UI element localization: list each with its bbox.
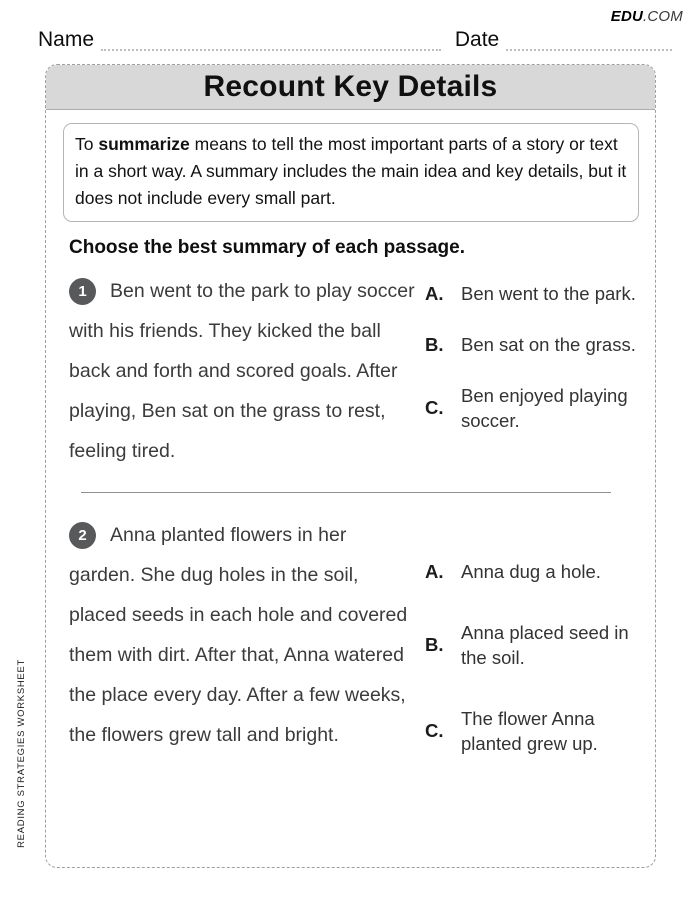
option-letter: A. [425, 282, 444, 304]
question-2-option-c[interactable] [425, 706, 639, 756]
question-1-option-b[interactable] [425, 332, 639, 357]
passage-1 [63, 271, 415, 471]
option-letter: A. [425, 560, 444, 582]
question-2 [63, 515, 639, 756]
definition-rest: means to tell the most important parts of a story or text in a short way. A summary includes the main idea and key details, but it does not include every small part. [75, 134, 627, 208]
passage-1-text: Ben went to the park to play soccer with his friends. They kicked the ball back and forth and scored goals. After playing, Ben sat on the grass to rest, feeling tired. [69, 280, 415, 462]
question-1-option-a[interactable] [425, 281, 639, 306]
question-divider [81, 492, 611, 493]
brand-logo-rest: .COM [643, 8, 683, 25]
brand-logo-bold: EDU [610, 8, 644, 25]
name-date-row [38, 29, 672, 51]
definition-box [63, 123, 639, 222]
question-2-option-a[interactable] [425, 559, 639, 584]
date-label: Date [454, 28, 500, 51]
question-1-options [425, 271, 639, 471]
option-text: Ben went to the park. [461, 283, 636, 304]
question-2-option-b[interactable] [425, 620, 639, 670]
question-1-number-badge: 1 [69, 278, 96, 305]
title-bar [46, 65, 655, 110]
worksheet-category-vertical-label: READING STRATEGIES WORKSHEET [16, 659, 27, 848]
question-2-number-badge: 2 [69, 522, 96, 549]
definition-term: summarize [98, 134, 190, 154]
brand-logo [611, 8, 683, 25]
passage-2 [63, 515, 415, 756]
option-text: Ben sat on the grass. [461, 334, 636, 355]
definition-prefix: To [75, 134, 99, 154]
question-1-option-c[interactable] [425, 383, 639, 433]
passage-2-text: Anna planted flowers in her garden. She dug holes in the soil, placed seeds in each hole and covered them with dirt. After that, Anna watered the place every day. After a few weeks, the flowers grew tall and bright. [69, 524, 408, 746]
worksheet-card [45, 64, 656, 868]
name-label: Name [38, 28, 95, 51]
option-letter: B. [425, 333, 444, 355]
date-input-line[interactable] [506, 30, 672, 51]
option-letter: C. [425, 397, 444, 418]
name-input-line[interactable] [101, 30, 441, 51]
worksheet-content [46, 110, 655, 756]
option-letter: B. [425, 634, 444, 655]
instruction-text: Choose the best summary of each passage. [69, 237, 465, 258]
option-text: Ben enjoyed playing soccer. [461, 385, 628, 431]
page-title: Recount Key Details [203, 70, 498, 103]
option-letter: C. [425, 720, 444, 741]
question-2-options [425, 515, 639, 756]
option-text: Anna dug a hole. [461, 561, 601, 582]
question-1 [63, 271, 639, 471]
option-text: Anna placed seed in the soil. [461, 622, 629, 668]
option-text: The flower Anna planted grew up. [461, 708, 598, 754]
